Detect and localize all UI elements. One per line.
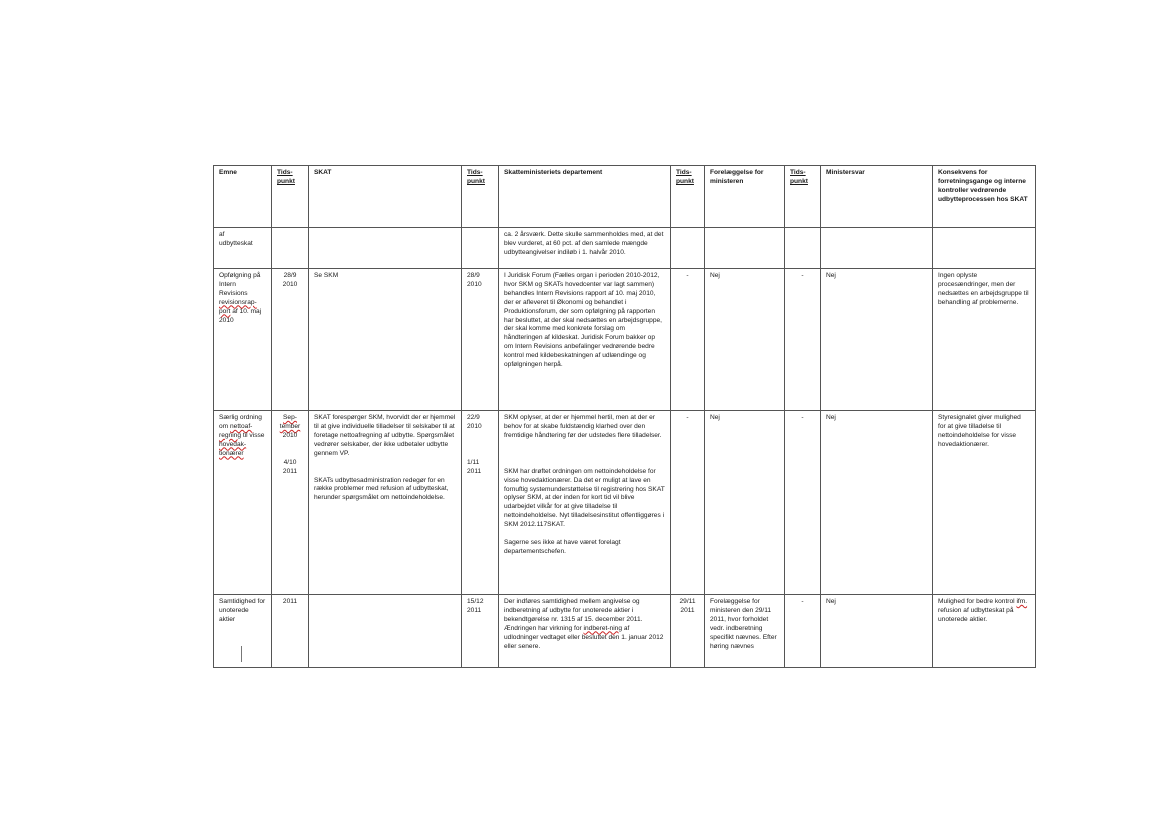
header-tidspunkt-1: Tids- punkt <box>272 166 309 228</box>
konsekvens-text: Mulighed for bedre kontrol <box>938 598 1017 605</box>
cell-konsekvens <box>933 228 1036 269</box>
header-row <box>214 166 1036 228</box>
cell-tidspunkt-1: 2011 <box>272 595 309 668</box>
document-table <box>213 165 1036 668</box>
cell-tidspunkt-2: 15/12 2011 <box>462 595 499 668</box>
header-skat: SKAT <box>309 166 462 228</box>
cell-skm: I Juridisk Forum (Fælles organ i perioden 2010-2012, hvor SKM og SKATs hovedcenter var lagt sammen) behandles Intern Revisions rapport af 10. maj 2010, der er afleveret til Økonomi og behandlet i Produktionsforum, der som opfølgning på rapporten har besluttet, at der skal nedsættes en arbejdsgruppe, der skal komme med konkrete forslag om håndteringen af kildeskat. Juridisk Forum bakker op om Intern Revisions anbefalinger vedrørende bedre kontrol med kildebeskatningen af udlændinge og opfølgningen herpå. <box>499 269 671 411</box>
cell-ministersvar: Nej <box>821 269 933 411</box>
emne-text: Særlig ordning om <box>219 414 262 430</box>
cell-forelaeggelse: Forelæggelse for ministeren den 29/11 2011, hvor forholdet vedr. indberetning specifikt nævnes. Efter høring nævnes <box>705 595 785 668</box>
cell-tidspunkt-1: 28/9 2010 <box>272 269 309 411</box>
cell-tidspunkt-1 <box>272 411 309 595</box>
skm-entry-1: SKM oplyser, at der er hjemmel hertil, men at der er behov for at skabe fuldstændig klarhed over den fremtidige håndtering før der udstedes flere tilladelser. <box>504 414 662 439</box>
cell-skat: Se SKM <box>309 269 462 411</box>
tidspunkt-month: Sep-tember <box>279 414 301 430</box>
skm-text-end: af udlodninger vedtaget eller besluttet den 1. januar 2012 eller senere. <box>504 624 664 650</box>
cell-ministersvar <box>821 228 933 269</box>
cell-skat <box>309 595 462 668</box>
emne-text-squiggle: revisionsrap-port <box>219 298 257 315</box>
skm-text-squiggle: indberet-ning <box>583 624 623 632</box>
cell-skm <box>499 411 671 595</box>
cell-tidspunkt-3 <box>671 228 705 269</box>
konsekvens-text-squiggle: ifm. <box>1016 598 1028 605</box>
konsekvens-text-end: refusion af udbytteskat på unoterede aktier. <box>938 606 1014 623</box>
cell-ministersvar: Nej <box>821 595 933 668</box>
cell-tidspunkt-4: - <box>785 269 821 411</box>
cell-konsekvens: Styresignalet giver mulighed for at give tilladelse til nettoindeholdelse for visse hovedaktionærer. <box>933 411 1036 595</box>
emne-text-squiggle-2: hovedak-tionærer <box>219 440 247 457</box>
header-skm: Skatteministeriets departement <box>499 166 671 228</box>
table-row <box>214 411 1036 595</box>
cell-forelaeggelse: Nej <box>705 269 785 411</box>
cell-tidspunkt-4: - <box>785 595 821 668</box>
header-ministersvar: Ministersvar <box>821 166 933 228</box>
header-tidspunkt-4: Tids- punkt <box>785 166 821 228</box>
margin-cursor-mark <box>241 646 242 662</box>
cell-tidspunkt-2 <box>462 411 499 595</box>
header-forelaeggelse: Forelæggelse for ministeren <box>705 166 785 228</box>
cell-skm: ca. 2 årsværk. Dette skulle sammenholdes med, at det blev vurderet, at 60 pct. af den samlede mængde udbytteangivelser indiløb i 1. halvår 2010. <box>499 228 671 269</box>
cell-tidspunkt-4 <box>785 228 821 269</box>
cell-tidspunkt-2 <box>462 228 499 269</box>
skm-entry-3: Sagerne ses ikke at have været forelagt departementschefen. <box>504 539 621 555</box>
header-emne: Emne <box>214 166 272 228</box>
cell-tidspunkt-3: - <box>671 269 705 411</box>
table-row <box>214 595 1036 668</box>
cell-forelaeggelse: Nej <box>705 411 785 595</box>
emne-text-squiggle: nettoaf-regning <box>219 422 253 439</box>
cell-tidspunkt-3: 29/11 2011 <box>671 595 705 668</box>
cell-skat <box>309 411 462 595</box>
skm-entry-2: SKM har drøftet ordningen om nettoindeholdelse for visse hovedaktionærer. Da det er muligt at lave en fornuftig systemunderstøttelse til registrering hos SKAT oplyser SKM, at der inden for kort tid vil blive udarbejdet vilkår for at give tilladelse til nettoindeholdelse. Nyt tilladelsesinstitut offentliggøres i SKM 2012.117SKAT. <box>504 467 665 529</box>
emne-text-end: af 10. maj 2010 <box>219 307 262 324</box>
tidspunkt-second: 1/11 2011 <box>467 458 482 475</box>
skat-entry-1: SKAT forespørger SKM, hvorvidt der er hjemmel til at give individuelle tilladelser til selskaber til at foretage nettoafregning af udbytte. Spørgsmålet vedrører selskaber, der ikke udbetaler udbytte gennem VP. <box>314 414 456 457</box>
skat-entry-2: SKATs udbyttesadministration redegør for en række problemer med refusion af udbytteskat, herunder spørgsmålet om nettoindeholdelse. <box>314 476 449 502</box>
cell-emne <box>214 269 272 411</box>
cell-ministersvar: Nej <box>821 411 933 595</box>
table-row <box>214 269 1036 411</box>
header-tidspunkt-2: Tids- punkt <box>462 166 499 228</box>
tidspunkt-first: 22/9 2010 <box>467 414 482 430</box>
cell-tidspunkt-3: - <box>671 411 705 595</box>
header-konsekvens: Konsekvens for forretningsgange og interne kontroller vedrørende udbytteprocessen hos SKAT <box>933 166 1036 228</box>
cell-tidspunkt-1 <box>272 228 309 269</box>
cell-konsekvens <box>933 595 1036 668</box>
cell-forelaeggelse <box>705 228 785 269</box>
cell-emne <box>214 411 272 595</box>
cell-tidspunkt-4: - <box>785 411 821 595</box>
tidspunkt-year: 2010 <box>282 431 298 439</box>
cell-tidspunkt-2: 28/9 2010 <box>462 269 499 411</box>
emne-text-mid: til visse <box>241 431 265 439</box>
tidspunkt-second: 4/10 2011 <box>282 458 298 475</box>
emne-text: Opfølgning på Intern Revisions <box>219 272 261 297</box>
header-tidspunkt-3: Tids- punkt <box>671 166 705 228</box>
table-row <box>214 228 1036 269</box>
cell-skm <box>499 595 671 668</box>
skm-text: Der indføres samtidighed mellem angivelse og indberetning af udbytte for unoterede aktier i bekendtgørelse nr. 1315 af 15. december 2011. Ændringen har virkning for <box>504 598 643 632</box>
cell-konsekvens: Ingen oplyste procesændringer, men der nedsættes en arbejdsgruppe til behandling af problemerne. <box>933 269 1036 411</box>
cell-emne: Samtidighed for unoterede aktier <box>214 595 272 668</box>
cell-emne: af udbytteskat <box>214 228 272 269</box>
cell-skat <box>309 228 462 269</box>
